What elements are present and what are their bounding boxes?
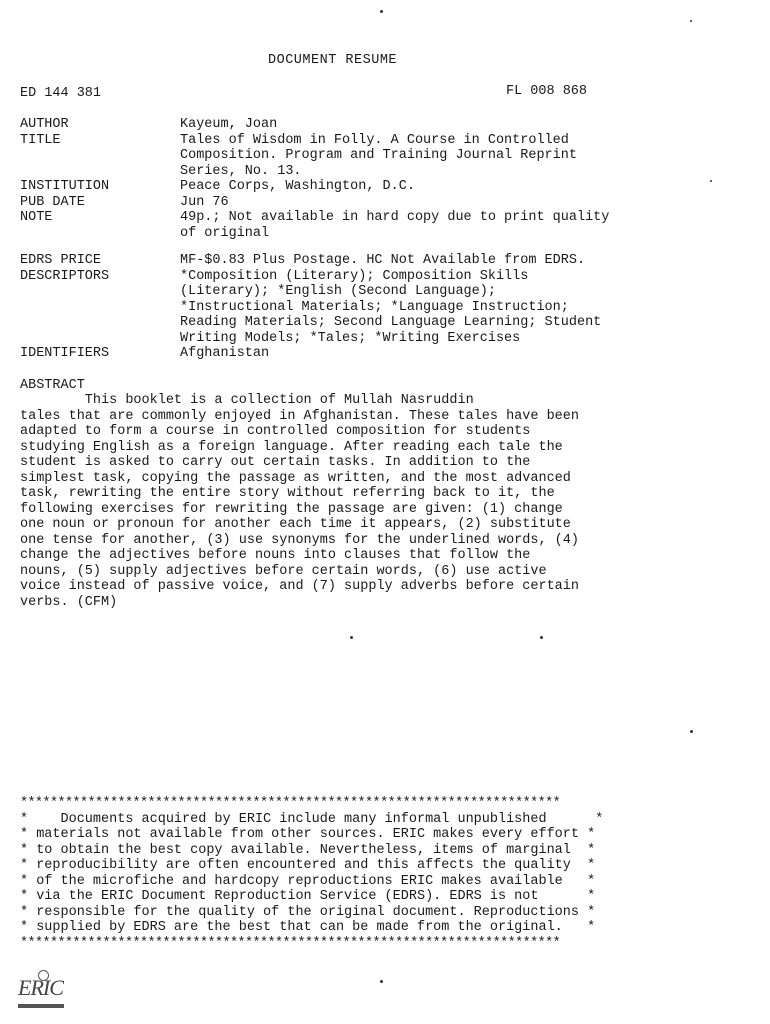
field-label: DESCRIPTORS bbox=[20, 268, 110, 284]
notice-line: * of the microfiche and hardcopy reproductions ERIC makes available * bbox=[20, 873, 596, 889]
field-author bbox=[20, 117, 609, 133]
scan-speck bbox=[380, 10, 383, 13]
field-identifiers bbox=[20, 346, 609, 362]
field-value: Kayeum, Joan bbox=[180, 117, 278, 132]
field-value: MF-$0.83 Plus Postage. HC Not Available from EDRS. bbox=[180, 253, 586, 268]
field-label: INSTITUTION bbox=[20, 179, 110, 194]
abstract-line: tales that are commonly enjoyed in Afghanistan. These tales have been bbox=[20, 408, 579, 424]
field-value: *Instructional Materials; *Language Instruction; bbox=[180, 299, 569, 315]
notice-line: * materials not available from other sources. ERIC makes every effort * bbox=[20, 827, 596, 842]
notice-border-bottom: ************************************************************************ bbox=[20, 935, 561, 951]
abstract-line: studying English as a foreign language. After reading each tale the bbox=[20, 439, 563, 455]
fl-number: FL 008 868 bbox=[506, 84, 588, 99]
field-label: EDRS PRICE bbox=[20, 253, 102, 268]
abstract-line: nouns, (5) supply adjectives before certain words, (6) use active bbox=[20, 563, 547, 579]
field-title bbox=[20, 133, 609, 180]
field-descriptors bbox=[20, 269, 609, 347]
abstract-line: This booklet is a collection of Mullah Nasruddin bbox=[20, 393, 474, 408]
field-value: 49p.; Not available in hard copy due to print quality bbox=[180, 210, 610, 225]
field-label: NOTE bbox=[20, 210, 53, 225]
metadata-fields bbox=[20, 117, 609, 362]
abstract-line: one noun or pronoun for another each time it appears, (2) substitute bbox=[20, 517, 571, 532]
ed-number: ED 144 381 bbox=[20, 86, 102, 101]
scan-speck bbox=[540, 636, 543, 639]
field-label: PUB DATE bbox=[20, 194, 85, 210]
notice-border-top: ************************************************************************ bbox=[20, 796, 561, 811]
field-value: Jun 76 bbox=[180, 194, 229, 210]
field-value: Tales of Wisdom in Folly. A Course in Controlled bbox=[180, 132, 569, 148]
field-edrs-price bbox=[20, 253, 609, 269]
notice-line: * via the ERIC Document Reproduction Service (EDRS). EDRS is not * bbox=[20, 889, 596, 904]
field-value: Peace Corps, Washington, D.C. bbox=[180, 179, 415, 194]
notice-line: * Documents acquired by ERIC include many informal unpublished * bbox=[20, 811, 604, 827]
scan-speck bbox=[380, 980, 383, 983]
field-label: IDENTIFIERS bbox=[20, 346, 110, 361]
abstract-line: voice instead of passive voice, and (7) supply adverbs before certain bbox=[20, 579, 579, 594]
field-label: TITLE bbox=[20, 132, 61, 148]
logo-text: ERIC bbox=[18, 975, 63, 1000]
abstract-line: simplest task, copying the passage as written, and the most advanced bbox=[20, 470, 571, 486]
field-value: of original bbox=[180, 225, 270, 241]
field-pub-date bbox=[20, 195, 609, 211]
document-title: DOCUMENT RESUME bbox=[268, 53, 398, 68]
abstract-label: ABSTRACT bbox=[20, 378, 85, 393]
notice-line: * to obtain the best copy available. Nevertheless, items of marginal * bbox=[20, 842, 596, 858]
field-value: (Literary); *English (Second Language); bbox=[180, 284, 496, 299]
eric-logo bbox=[16, 970, 76, 1010]
notice-line: * responsible for the quality of the original document. Reproductions * bbox=[20, 904, 596, 920]
field-note bbox=[20, 210, 609, 241]
field-value: Composition. Program and Training Journal Reprint bbox=[180, 148, 577, 163]
field-institution bbox=[20, 179, 609, 195]
abstract-line: one tense for another, (3) use synonyms for the underlined words, (4) bbox=[20, 532, 579, 548]
abstract-line: following exercises for rewriting the passage are given: (1) change bbox=[20, 501, 563, 517]
field-value: *Composition (Literary); Composition Skills bbox=[180, 268, 529, 284]
field-value: Reading Materials; Second Language Learning; Student bbox=[180, 315, 602, 330]
abstract-line: task, rewriting the entire story without referring back to it, the bbox=[20, 486, 555, 501]
abstract-line: student is asked to carry out certain tasks. In addition to the bbox=[20, 455, 531, 470]
notice-line: * reproducibility are often encountered and this affects the quality * bbox=[20, 858, 596, 873]
eric-notice-box bbox=[20, 796, 680, 951]
abstract-body bbox=[20, 393, 670, 610]
notice-line: * supplied by EDRS are the best that can be made from the original. * bbox=[20, 920, 596, 935]
field-value: Afghanistan bbox=[180, 346, 270, 361]
scan-speck bbox=[710, 180, 712, 182]
logo-bar bbox=[18, 1004, 64, 1008]
field-value: Writing Models; *Tales; *Writing Exercises bbox=[180, 330, 521, 346]
scan-speck bbox=[690, 730, 693, 733]
field-label: AUTHOR bbox=[20, 117, 69, 132]
abstract-line: change the adjectives before nouns into clauses that follow the bbox=[20, 548, 531, 563]
scan-speck bbox=[690, 20, 692, 22]
scan-speck bbox=[350, 636, 353, 639]
abstract-line: adapted to form a course in controlled composition for students bbox=[20, 424, 531, 439]
abstract-line: verbs. (CFM) bbox=[20, 594, 118, 610]
field-value: Series, No. 13. bbox=[180, 163, 302, 179]
